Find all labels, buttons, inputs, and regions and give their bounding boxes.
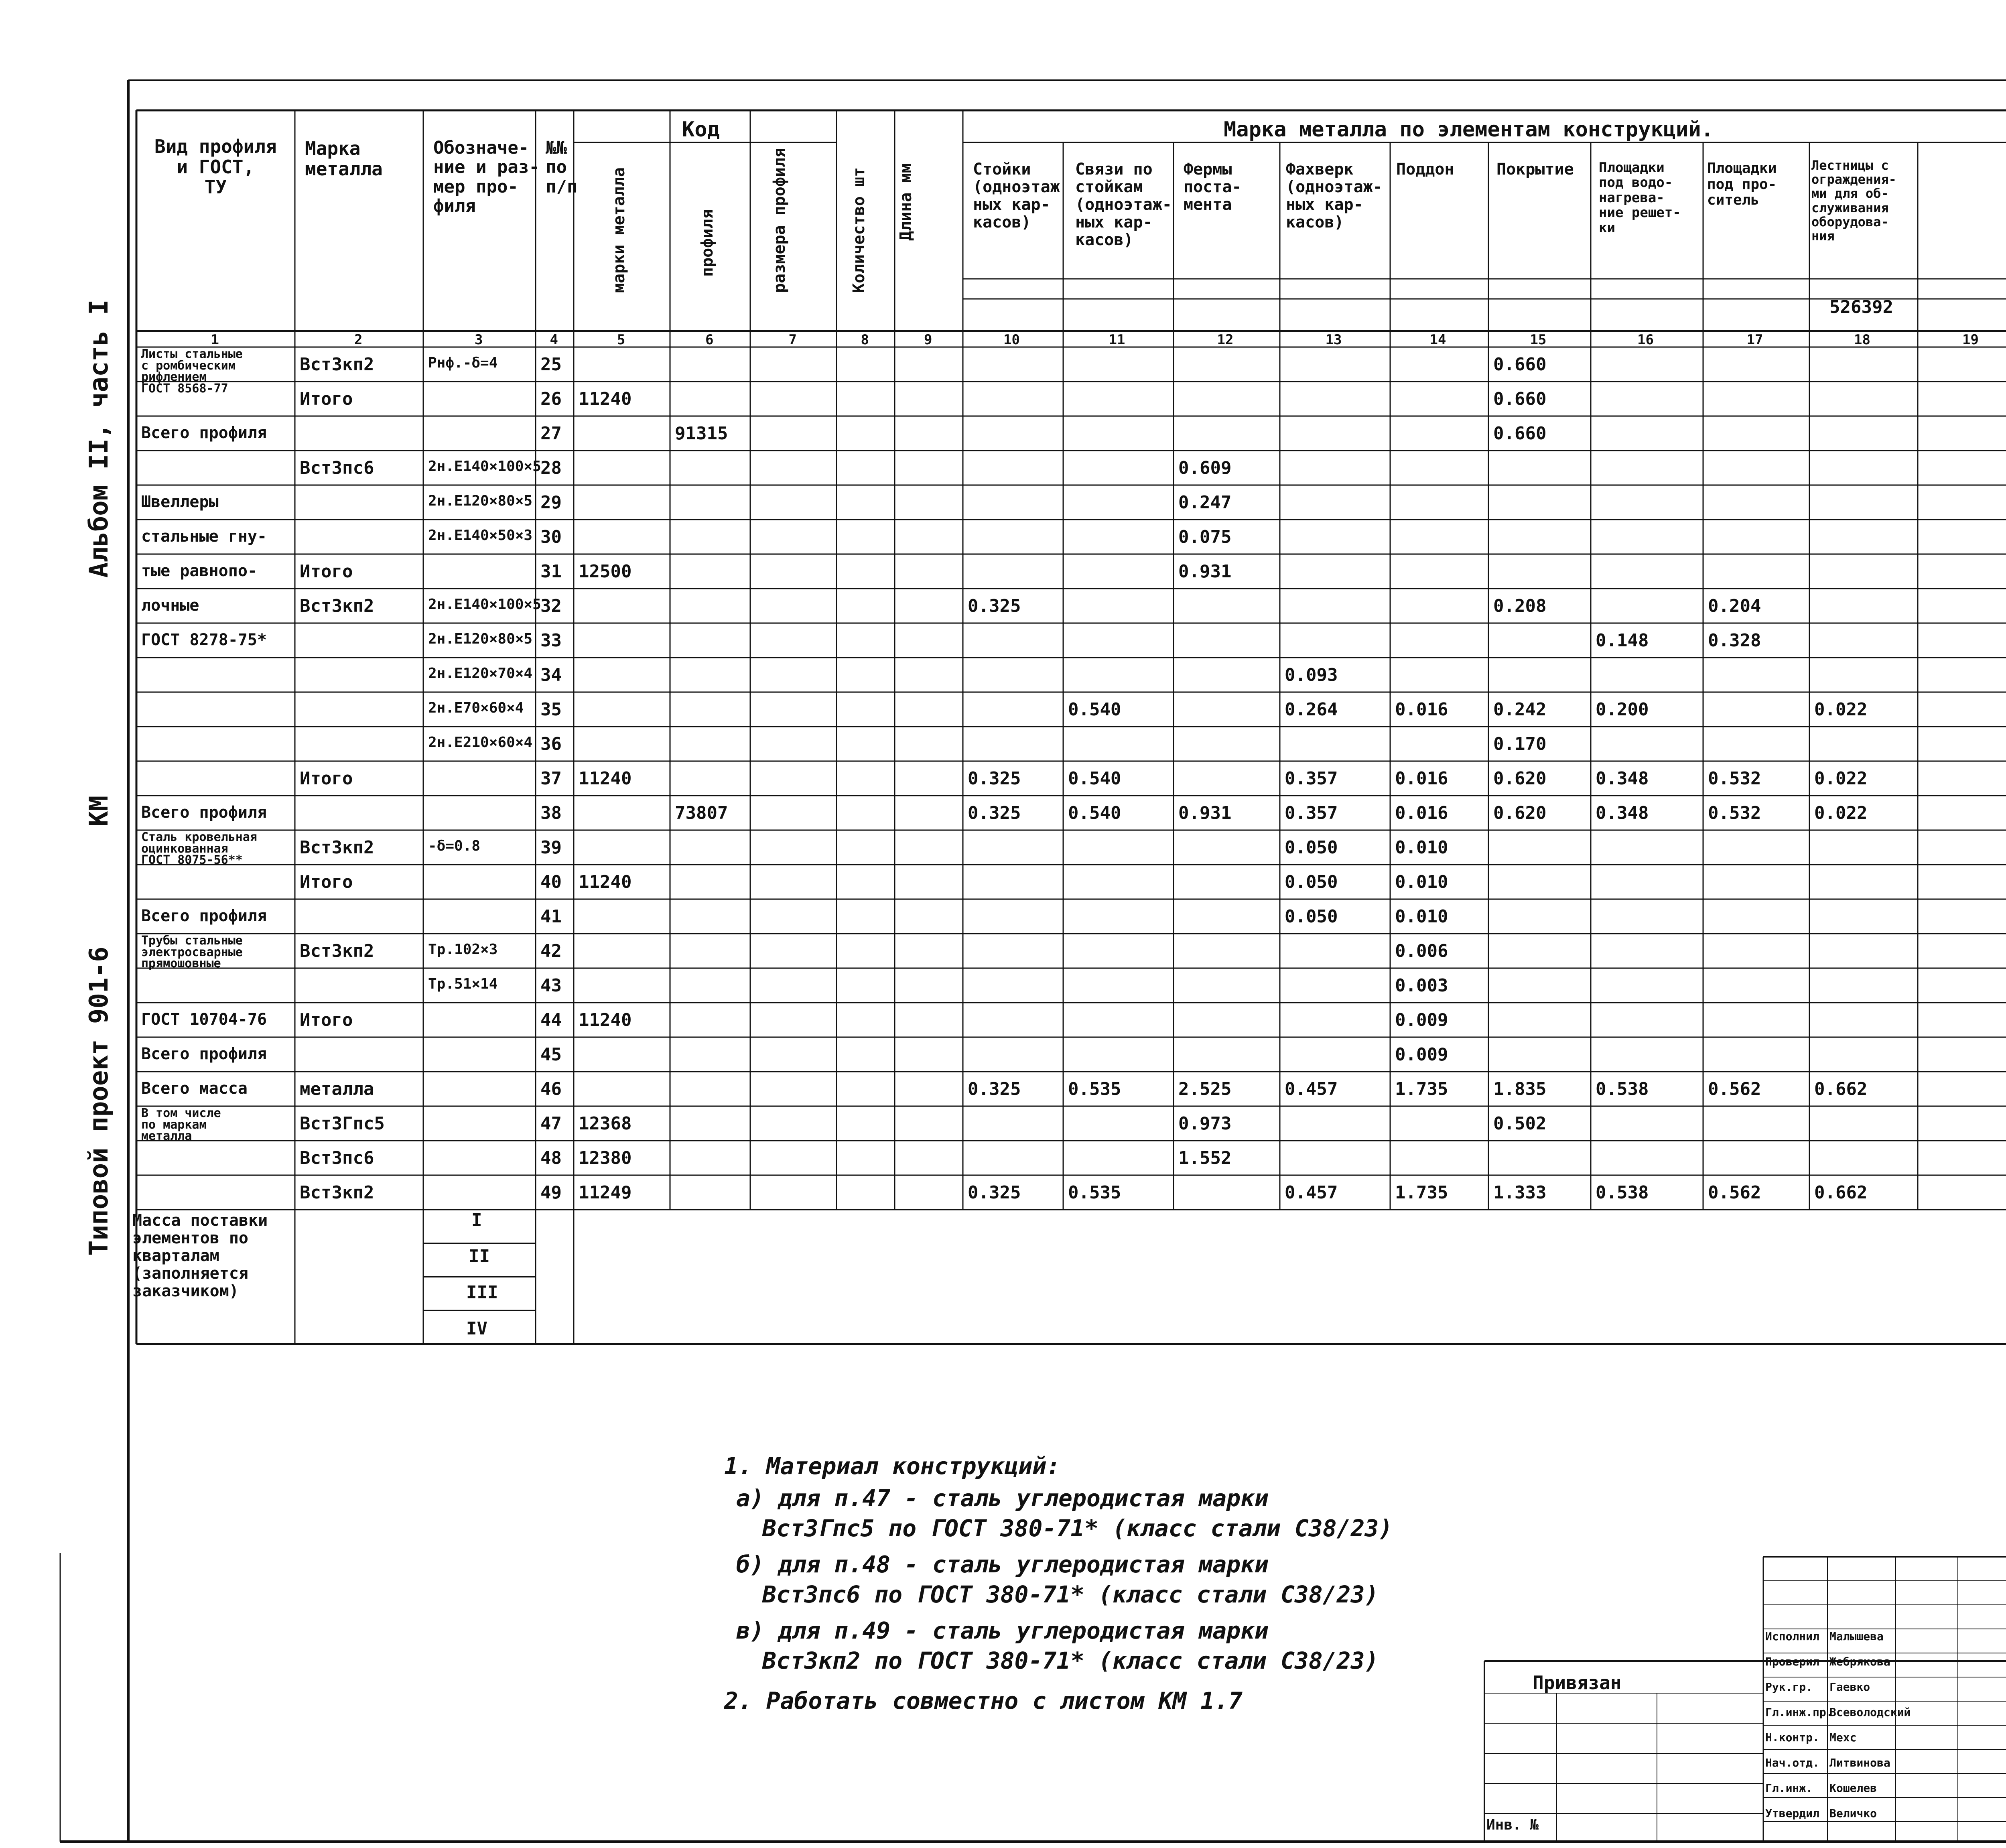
table-cell: 33 — [540, 630, 562, 651]
note-line-6: в) для п.49 - сталь углеродистая марки — [736, 1617, 1269, 1644]
table-cell: 0.973 — [1178, 1113, 1232, 1134]
header-kod-size: размера профиля — [770, 148, 789, 293]
table-cell: 12368 — [579, 1113, 632, 1134]
table-cell: 2н.Е140×100×5 — [428, 596, 541, 613]
table-cell: 2.525 — [1178, 1079, 1232, 1099]
table-cell: 11240 — [579, 872, 632, 892]
delivery-q2: II — [469, 1246, 490, 1267]
header-kod-grade: марки металла — [610, 167, 628, 293]
header-designation: Обозначе- ние и раз- мер про- филя — [433, 138, 540, 217]
table-cell: 0.660 — [1493, 389, 1547, 409]
column-number: 7 — [788, 332, 797, 348]
table-cell: стальные гну- — [141, 527, 267, 546]
column-number: 4 — [550, 332, 558, 348]
table-cell: 0.562 — [1708, 1079, 1761, 1099]
table-cell: Итого — [300, 1010, 353, 1030]
header-item-no: №№ по п/п — [546, 138, 578, 197]
header-metal-grade: Марка металла — [305, 138, 383, 180]
header-e12: Фермы поста- мента — [1184, 160, 1242, 214]
table-cell: 0.502 — [1493, 1113, 1547, 1134]
table-cell: 1.735 — [1395, 1182, 1448, 1203]
table-cell: 2н.Е70×60×4 — [428, 700, 524, 716]
table-cell: 48 — [540, 1148, 562, 1168]
header-marka-title: Марка металла по элементам конструкций. — [1224, 118, 1714, 142]
stamp-role: Рук.гр. — [1765, 1680, 1813, 1694]
table-cell: 0.540 — [1068, 803, 1121, 823]
table-cell: 31 — [540, 561, 562, 582]
delivery-q4: IV — [466, 1318, 487, 1339]
stamp-role: Утвердил — [1765, 1807, 1819, 1820]
table-cell: 0.010 — [1395, 837, 1448, 858]
table-cell: 73807 — [675, 803, 728, 823]
table-cell: 0.532 — [1708, 768, 1761, 789]
stamp-name: Жебрякова — [1829, 1655, 1890, 1668]
table-cell: 2н.Е120×70×4 — [428, 665, 533, 682]
table-cell: 0.325 — [968, 1182, 1021, 1203]
column-number: 1 — [211, 332, 219, 348]
table-cell: 0.075 — [1178, 527, 1232, 547]
table-cell: 0.006 — [1395, 941, 1448, 961]
table-cell: 41 — [540, 906, 562, 927]
column-number: 16 — [1637, 332, 1654, 348]
table-cell: 0.208 — [1493, 596, 1547, 616]
table-cell: 2н.Е210×60×4 — [428, 734, 533, 751]
table-cell: 11240 — [579, 389, 632, 409]
table-cell: Всего профиля — [141, 1045, 267, 1063]
table-cell: 0.620 — [1493, 803, 1547, 823]
table-cell: 0.003 — [1395, 975, 1448, 996]
table-cell: 0.009 — [1395, 1010, 1448, 1030]
table-cell: 0.010 — [1395, 906, 1448, 927]
table-cell: тые равнопо- — [141, 562, 257, 580]
column-number: 11 — [1109, 332, 1125, 348]
table-cell: 25 — [540, 354, 562, 375]
table-cell: Всего масса — [141, 1079, 248, 1098]
table-cell: 0.170 — [1493, 734, 1547, 754]
table-cell: 0.562 — [1708, 1182, 1761, 1203]
table-cell: 34 — [540, 665, 562, 685]
table-cell: 1.333 — [1493, 1182, 1547, 1203]
table-cell: 0.050 — [1285, 906, 1338, 927]
table-cell: 0.660 — [1493, 354, 1547, 375]
table-cell: 12380 — [579, 1148, 632, 1168]
table-cell: Сталь кровельная оцинкованная ГОСТ 8075-56** — [141, 830, 257, 867]
table-cell: В том числе по маркам металла — [141, 1106, 221, 1143]
table-cell: 1.552 — [1178, 1148, 1232, 1168]
column-number: 12 — [1217, 332, 1234, 348]
note-line-4: б) для п.48 - сталь углеродистая марки — [736, 1551, 1269, 1578]
header-profile: Вид профиля и ГОСТ, ТУ — [154, 136, 277, 198]
table-cell: 11240 — [579, 768, 632, 789]
header-e18-code: 526392 — [1829, 297, 1893, 317]
column-number: 6 — [705, 332, 714, 348]
table-cell: 0.204 — [1708, 596, 1761, 616]
table-cell: ВстЗпс6 — [300, 458, 374, 478]
table-cell: 0.357 — [1285, 768, 1338, 789]
table-cell: Листы стальные с ромбическим рифлением ГОСТ 8568-77 — [141, 347, 243, 396]
note-line-7: ВстЗкп2 по ГОСТ 380-71* (класс стали С38/23) — [762, 1647, 1379, 1674]
table-cell: 37 — [540, 768, 562, 789]
table-cell: 0.662 — [1814, 1182, 1868, 1203]
header-kod: Код — [682, 118, 720, 142]
table-cell: 0.325 — [968, 1079, 1021, 1099]
table-cell: 0.535 — [1068, 1079, 1121, 1099]
stamp-name: Величко — [1829, 1807, 1877, 1820]
table-cell: Рнф.-δ=4 — [428, 355, 498, 371]
table-cell: 0.016 — [1395, 699, 1448, 720]
column-number: 2 — [354, 332, 363, 348]
project-label: Типовой проект 901-6 — [84, 946, 114, 1256]
table-cell: Всего профиля — [141, 803, 267, 822]
column-number: 13 — [1325, 332, 1342, 348]
table-cell: 38 — [540, 803, 562, 823]
table-cell: 40 — [540, 872, 562, 892]
header-qty: Количество шт — [850, 167, 868, 293]
stamp-name: Всеволодский — [1829, 1706, 1911, 1719]
table-cell: ВстЗГпс5 — [300, 1113, 385, 1134]
header-e16: Площадки под водо- нагрева- ние решет- ки — [1599, 160, 1681, 236]
delivery-label: Масса поставки элементов по кварталам (заполняется заказчиком) — [132, 1211, 268, 1300]
table-cell: 0.050 — [1285, 837, 1338, 858]
header-e18: Лестницы с ограждения- ми для об- служивания оборудова- ния — [1811, 158, 1896, 244]
stamp-name: Малышева — [1829, 1630, 1884, 1643]
header-e11: Связи по стойкам (одноэтаж- ных кар- касов) — [1075, 160, 1172, 249]
column-number: 5 — [617, 332, 625, 348]
table-cell: -δ=0.8 — [428, 838, 481, 854]
table-cell: 0.660 — [1493, 423, 1547, 444]
table-cell: 0.662 — [1814, 1079, 1868, 1099]
table-cell: 0.200 — [1596, 699, 1649, 720]
table-cell: 0.093 — [1285, 665, 1338, 685]
table-cell: 1.735 — [1395, 1079, 1448, 1099]
table-cell: 26 — [540, 389, 562, 409]
table-cell: Всего профиля — [141, 907, 267, 925]
note-line-5: ВстЗпс6 по ГОСТ 380-71* (класс стали С38/23) — [762, 1581, 1379, 1608]
header-e13: Фахверк (одноэтаж- ных кар- касов) — [1286, 160, 1383, 232]
table-cell: 0.022 — [1814, 768, 1868, 789]
note-line-3: ВстЗГпс5 по ГОСТ 380-71* (класс стали С38/23) — [762, 1515, 1393, 1542]
table-cell: Швеллеры — [141, 493, 219, 511]
table-cell: 30 — [540, 527, 562, 547]
column-number: 18 — [1854, 332, 1870, 348]
table-cell: 0.328 — [1708, 630, 1761, 651]
table-cell: 0.010 — [1395, 872, 1448, 892]
column-number: 15 — [1530, 332, 1547, 348]
table-cell: ВстЗкп2 — [300, 354, 374, 375]
table-cell: ВстЗпс6 — [300, 1148, 374, 1168]
table-cell: 44 — [540, 1010, 562, 1030]
table-cell: 35 — [540, 699, 562, 720]
table-cell: 0.009 — [1395, 1044, 1448, 1065]
note-line-2: а) для п.47 - сталь углеродистая марки — [736, 1484, 1269, 1512]
table-cell: 0.016 — [1395, 803, 1448, 823]
table-cell: 36 — [540, 734, 562, 754]
header-e14: Поддон — [1396, 160, 1454, 179]
table-cell: 2н.Е140×100×5 — [428, 458, 541, 475]
table-cell: 0.264 — [1285, 699, 1338, 720]
table-cell: 12500 — [579, 561, 632, 582]
table-cell: 49 — [540, 1182, 562, 1203]
note-line-1: 1. Материал конструкций: — [724, 1452, 1061, 1480]
table-cell: ВстЗкп2 — [300, 837, 374, 858]
column-number: 17 — [1746, 332, 1763, 348]
stamp-name: Кошелев — [1829, 1781, 1877, 1795]
table-cell: Итого — [300, 561, 353, 582]
code-label: КМ — [84, 795, 114, 827]
table-cell: ГОСТ 8278-75* — [141, 631, 267, 649]
table-cell: 0.022 — [1814, 699, 1868, 720]
column-number: 9 — [924, 332, 932, 348]
table-cell: 0.148 — [1596, 630, 1649, 651]
table-cell: 0.540 — [1068, 699, 1121, 720]
table-cell: 0.050 — [1285, 872, 1338, 892]
table-cell: 0.022 — [1814, 803, 1868, 823]
column-number: 14 — [1429, 332, 1446, 348]
table-cell: 27 — [540, 423, 562, 444]
table-cell: 46 — [540, 1079, 562, 1099]
table-cell: 0.357 — [1285, 803, 1338, 823]
stamp-role: Н.контр. — [1765, 1731, 1819, 1744]
stamp-name: Мехс — [1829, 1731, 1857, 1744]
table-cell: 0.931 — [1178, 561, 1232, 582]
table-cell: 0.457 — [1285, 1079, 1338, 1099]
header-length: Длина мм — [897, 163, 915, 241]
delivery-q3: III — [466, 1282, 498, 1303]
table-cell: 0.538 — [1596, 1182, 1649, 1203]
table-cell: 43 — [540, 975, 562, 996]
header-e15: Покрытие — [1496, 160, 1574, 179]
table-cell: ВстЗкп2 — [300, 596, 374, 616]
table-cell: 0.016 — [1395, 768, 1448, 789]
table-cell: 11240 — [579, 1010, 632, 1030]
table-cell: 11249 — [579, 1182, 632, 1203]
stamp-role: Гл.инж.пр. — [1765, 1706, 1833, 1719]
header-kod-profile: профиля — [698, 209, 717, 277]
table-cell: 0.457 — [1285, 1182, 1338, 1203]
table-cell: 45 — [540, 1044, 562, 1065]
table-cell: 91315 — [675, 423, 728, 444]
table-cell: 0.247 — [1178, 492, 1232, 513]
table-cell: 0.609 — [1178, 458, 1232, 478]
delivery-q1: I — [471, 1210, 482, 1231]
column-number: 3 — [475, 332, 483, 348]
table-cell: 0.325 — [968, 768, 1021, 789]
table-cell: Тр.51×14 — [428, 976, 498, 992]
table-cell: 0.931 — [1178, 803, 1232, 823]
table-cell: 2н.Е120×80×5 — [428, 493, 533, 509]
table-cell: ВстЗкп2 — [300, 941, 374, 961]
table-cell: Трубы стальные электросварные прямошовные — [141, 934, 243, 971]
stamp-role: Исполнил — [1765, 1630, 1819, 1643]
table-cell: 2н.Е140×50×3 — [428, 527, 533, 544]
stamp-name: Литвинова — [1829, 1756, 1890, 1769]
column-number: 10 — [1003, 332, 1020, 348]
table-cell: 1.835 — [1493, 1079, 1547, 1099]
table-cell: 39 — [540, 837, 562, 858]
column-number: 19 — [1962, 332, 1979, 348]
table-cell: 47 — [540, 1113, 562, 1134]
table-cell: Итого — [300, 872, 353, 892]
table-cell: ГОСТ 10704-76 — [141, 1010, 267, 1029]
table-cell: 0.535 — [1068, 1182, 1121, 1203]
table-cell: 0.532 — [1708, 803, 1761, 823]
table-cell: 0.242 — [1493, 699, 1547, 720]
column-number: 8 — [861, 332, 869, 348]
table-cell: 2н.Е120×80×5 — [428, 631, 533, 647]
table-cell: 32 — [540, 596, 562, 616]
table-cell: Всего профиля — [141, 424, 267, 442]
table-cell: 28 — [540, 458, 562, 478]
stamp-role: Проверил — [1765, 1655, 1819, 1668]
note-line-8: 2. Работать совместно с листом КМ 1.7 — [724, 1687, 1243, 1714]
stamp-name: Гаевко — [1829, 1680, 1870, 1694]
table-cell: лочные — [141, 596, 199, 615]
stamp-privyazan: Привязан — [1533, 1672, 1622, 1694]
table-cell: 0.620 — [1493, 768, 1547, 789]
header-e17: Площадки под про- ситель — [1707, 160, 1777, 209]
table-cell: 0.325 — [968, 803, 1021, 823]
table-cell: 0.348 — [1596, 803, 1649, 823]
header-e10: Стойки (одноэтаж ных кар- касов) — [973, 160, 1060, 232]
stamp-role: Гл.инж. — [1765, 1781, 1813, 1795]
table-cell: 0.540 — [1068, 768, 1121, 789]
album-label: Альбом II, часть I — [84, 299, 114, 578]
table-cell: 0.538 — [1596, 1079, 1649, 1099]
table-cell: 29 — [540, 492, 562, 513]
table-cell: Итого — [300, 768, 353, 789]
table-cell: 42 — [540, 941, 562, 961]
table-cell: Тр.102×3 — [428, 941, 498, 958]
table-cell: 0.325 — [968, 596, 1021, 616]
table-cell: металла — [300, 1079, 374, 1099]
stamp-role: Нач.отд. — [1765, 1756, 1819, 1769]
table-cell: 0.348 — [1596, 768, 1649, 789]
stamp-inventory: Инв. № — [1486, 1817, 1539, 1833]
table-cell: ВстЗкп2 — [300, 1182, 374, 1203]
table-cell: Итого — [300, 389, 353, 409]
